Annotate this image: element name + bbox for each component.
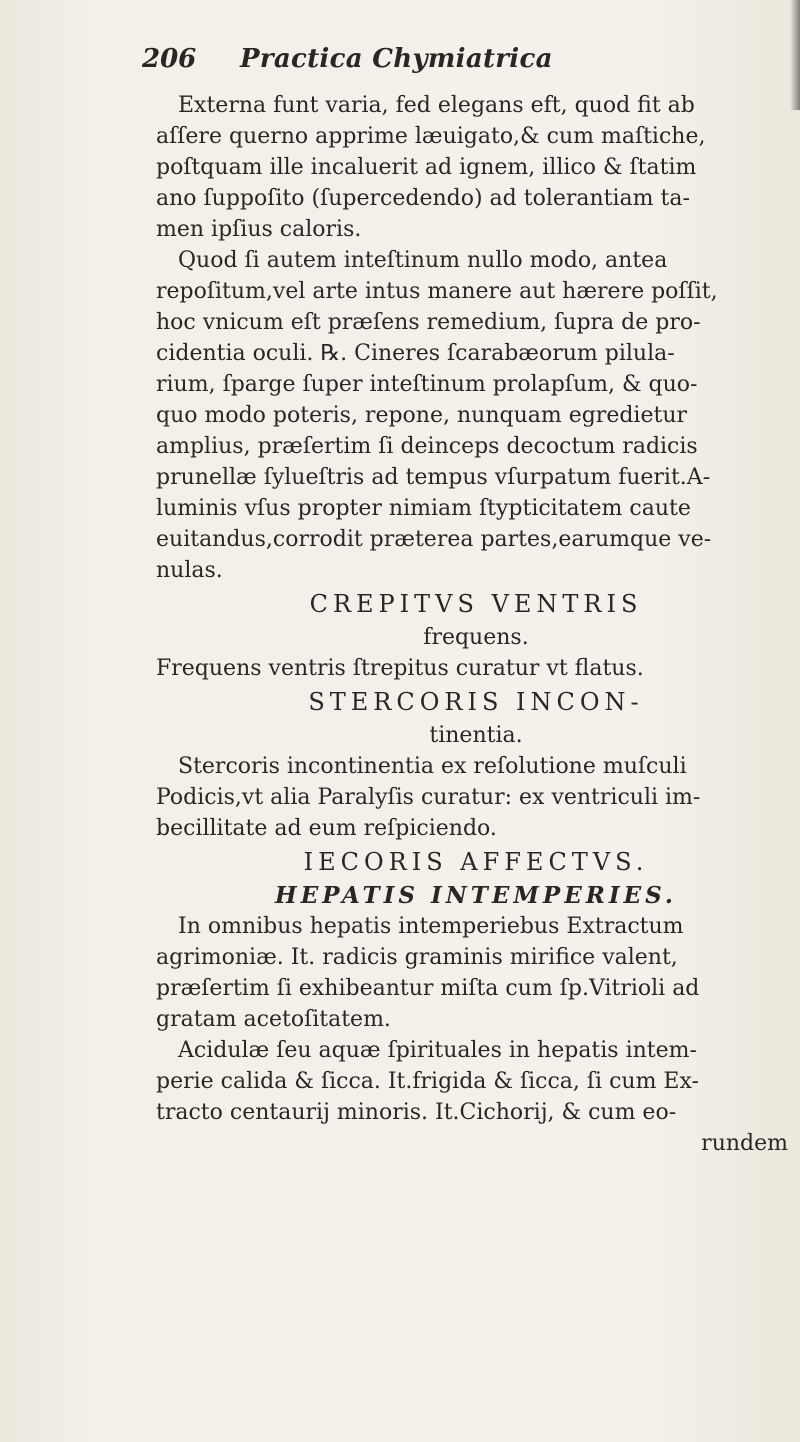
section-heading: HEPATIS INTEMPERIES. xyxy=(275,882,677,909)
text-line: cidentia oculi. ℞. Cineres ſcarabæorum pilula- xyxy=(156,341,675,366)
text-line: tinentia. xyxy=(429,723,523,748)
page-header xyxy=(0,44,800,90)
text-line: præſertim ſi exhibeantur miſta cum ſp.Vitrioli ad xyxy=(156,976,700,1001)
running-head: Practica Chymiatrica xyxy=(240,44,553,74)
text-line: Stercoris incontinentia ex reſolutione muſculi xyxy=(178,754,687,779)
section-heading: IECORIS AFFECTVS. xyxy=(303,848,649,876)
text-line: gratam acetoſitatem. xyxy=(156,1007,391,1032)
text-line: frequens. xyxy=(423,625,529,650)
text-line: Frequens ventris ſtrepitus curatur vt flatus. xyxy=(156,656,644,681)
text-line: nulas. xyxy=(156,558,223,583)
text-line: tracto centaurij minoris. It.Cichorij, & cum eo- xyxy=(156,1100,677,1125)
text-line: repoſitum,vel arte intus manere aut hærere poſſit, xyxy=(156,279,718,304)
text-line: Quod ſi autem inteſtinum nullo modo, antea xyxy=(178,248,668,273)
text-line: quo modo poteris, repone, nunquam egredietur xyxy=(156,403,688,428)
section-heading: STERCORIS INCON- xyxy=(308,688,644,716)
text-line: perie calida & ſicca. It.frigida & ſicca, ſi cum Ex- xyxy=(156,1069,699,1094)
text-block xyxy=(156,90,796,1159)
text-line: euitandus,corrodit præterea partes,earumque ve- xyxy=(156,527,712,552)
text-line: amplius, præſertim ſi deinceps decoctum radicis xyxy=(156,434,698,459)
text-line: prunellæ ſylueſtris ad tempus vſurpatum fuerit.A- xyxy=(156,465,711,490)
text-line: becillitate ad eum reſpiciendo. xyxy=(156,816,497,841)
section-heading: CREPITVS VENTRIS xyxy=(309,590,643,618)
page-number: 206 xyxy=(142,44,197,74)
text-line: Externa funt varia, fed elegans eft, quod fit ab xyxy=(178,93,695,118)
text-line: luminis vſus propter nimiam ſtypticitatem caute xyxy=(156,496,691,521)
text-line: poſtquam ille incaluerit ad ignem, illico & ſtatim xyxy=(156,155,697,180)
text-line: rundem xyxy=(701,1131,788,1156)
text-line: Podicis,vt alia Paralyſis curatur: ex ventriculi im- xyxy=(156,785,701,810)
text-line: rium, ſparge ſuper inteſtinum prolapſum, & quo- xyxy=(156,372,698,397)
text-line: men ipſius caloris. xyxy=(156,217,362,242)
text-line: In omnibus hepatis intemperiebus Extractum xyxy=(178,914,684,939)
text-line: aſſere querno apprime læuigato,& cum maſtiche, xyxy=(156,124,706,149)
text-line: agrimoniæ. It. radicis graminis mirifice valent, xyxy=(156,945,678,970)
text-line: ano ſuppoſito (ſupercedendo) ad tolerantiam ta- xyxy=(156,186,690,211)
text-line: hoc vnicum eſt præſens remedium, ſupra de pro- xyxy=(156,310,701,335)
text-line: Acidulæ ſeu aquæ ſpirituales in hepatis intem- xyxy=(178,1038,697,1063)
